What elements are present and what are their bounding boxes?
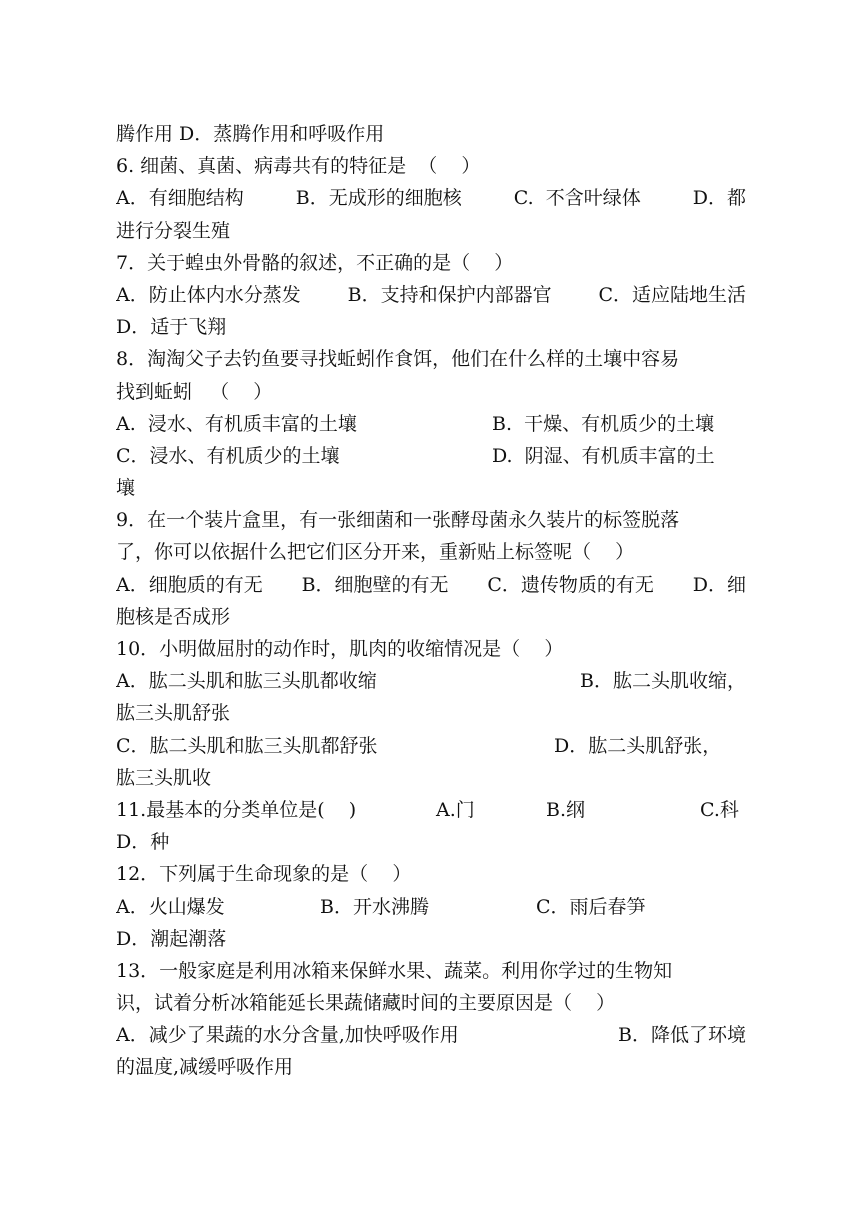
question-7-options — [116, 279, 746, 311]
question-6-options — [116, 182, 746, 214]
option-b: B.纲 — [546, 798, 586, 821]
document-page — [116, 118, 746, 1084]
option-d: D．肱二头肌舒张， — [554, 734, 722, 757]
option-a: A.门 — [436, 798, 475, 821]
question-13-options-ab — [116, 1019, 746, 1051]
option-c: C．肱二头肌和肱三头肌都舒张 — [116, 734, 378, 757]
question-13-stem: 13．一般家庭是利用冰箱来保鲜水果、蔬菜。利用你学过的生物知 — [116, 959, 673, 982]
text-line: 胞核是否成形 — [116, 605, 231, 628]
text-line: 肱三头肌收 — [116, 766, 212, 789]
option-b: B．无成形的细胞核 — [295, 187, 462, 210]
option-c: C．适应陆地生活 — [598, 283, 746, 306]
option-b: B．支持和保护内部器官 — [347, 283, 552, 306]
question-8-options-cd — [116, 440, 746, 472]
option-b: B．肱二头肌收缩， — [580, 670, 746, 693]
question-6-stem: 6. 细菌、真菌、病毒共有的特征是 （ ） — [116, 155, 481, 178]
text-line: 腾作用 D．蒸腾作用和呼吸作用 — [116, 123, 385, 145]
text-line: 找到蚯蚓 （ ） — [116, 380, 273, 403]
option-b: B．开水沸腾 — [320, 895, 429, 918]
option-a: A．细胞质的有无 — [116, 573, 263, 596]
question-8-options-ab — [116, 408, 746, 440]
option-b: B．细胞壁的有无 — [301, 573, 449, 596]
option-b: B．降低了环境 — [618, 1024, 746, 1047]
option-a: A．肱二头肌和肱三头肌都收缩 — [116, 670, 377, 693]
question-12-options — [116, 891, 746, 923]
option-d: D．适于飞翔 — [116, 316, 227, 339]
option-a: A．减少了果蔬的水分含量,加快呼吸作用 — [116, 1024, 459, 1047]
text-line: 肱三头肌舒张 — [116, 702, 231, 725]
option-d: D．潮起潮落 — [116, 927, 227, 950]
text-line: 识，试着分析冰箱能延长果蔬储藏时间的主要原因是（ ） — [116, 992, 616, 1015]
text-line: 进行分裂生殖 — [116, 219, 231, 242]
option-c: C. 不含叶绿体 — [513, 187, 641, 210]
question-12-stem: 12．下列属于生命现象的是（ ） — [116, 863, 412, 886]
option-a: A．有细胞结构 — [116, 187, 244, 210]
option-c: C．浸水、有机质少的土壤 — [116, 444, 340, 467]
option-a: A．火山爆发 — [116, 895, 225, 918]
option-d: D．细 — [692, 573, 746, 596]
option-d: D. 阴湿、有机质丰富的土 — [492, 444, 715, 467]
text-line: 壤 — [116, 477, 136, 500]
question-10-stem: 10．小明做屈肘的动作时，肌肉的收缩情况是（ ） — [116, 638, 564, 660]
question-8-stem: 8．淘淘父子去钓鱼要寻找蚯蚓作食饵，他们在什么样的土壤中容易 — [116, 348, 680, 371]
option-c: C．遗传物质的有无 — [487, 573, 654, 596]
option-b: B. 干燥、有机质少的土壤 — [492, 412, 715, 435]
question-10-options-ab — [116, 665, 746, 697]
question-9-stem: 9．在一个装片盒里，有一张细菌和一张酵母菌永久装片的标签脱落 — [116, 509, 680, 532]
question-11-stem: 11.最基本的分类单位是( ) — [116, 798, 357, 821]
option-c: C.科 — [700, 798, 739, 821]
option-d: D．都 — [692, 187, 746, 210]
question-11 — [116, 794, 746, 826]
option-c: C．雨后春笋 — [536, 895, 646, 918]
option-a: A. 浸水、有机质丰富的土壤 — [116, 412, 357, 435]
option-a: A．防止体内水分蒸发 — [116, 283, 301, 306]
option-d: D．种 — [116, 831, 170, 854]
question-10-options-cd — [116, 730, 746, 762]
text-line: 的温度,减缓呼吸作用 — [116, 1056, 294, 1079]
question-7-stem: 7．关于蝗虫外骨骼的叙述，不正确的是（ ） — [116, 251, 514, 274]
text-line: 了，你可以依据什么把它们区分开来，重新贴上标签呢（ ） — [116, 541, 635, 564]
question-9-options — [116, 569, 746, 601]
